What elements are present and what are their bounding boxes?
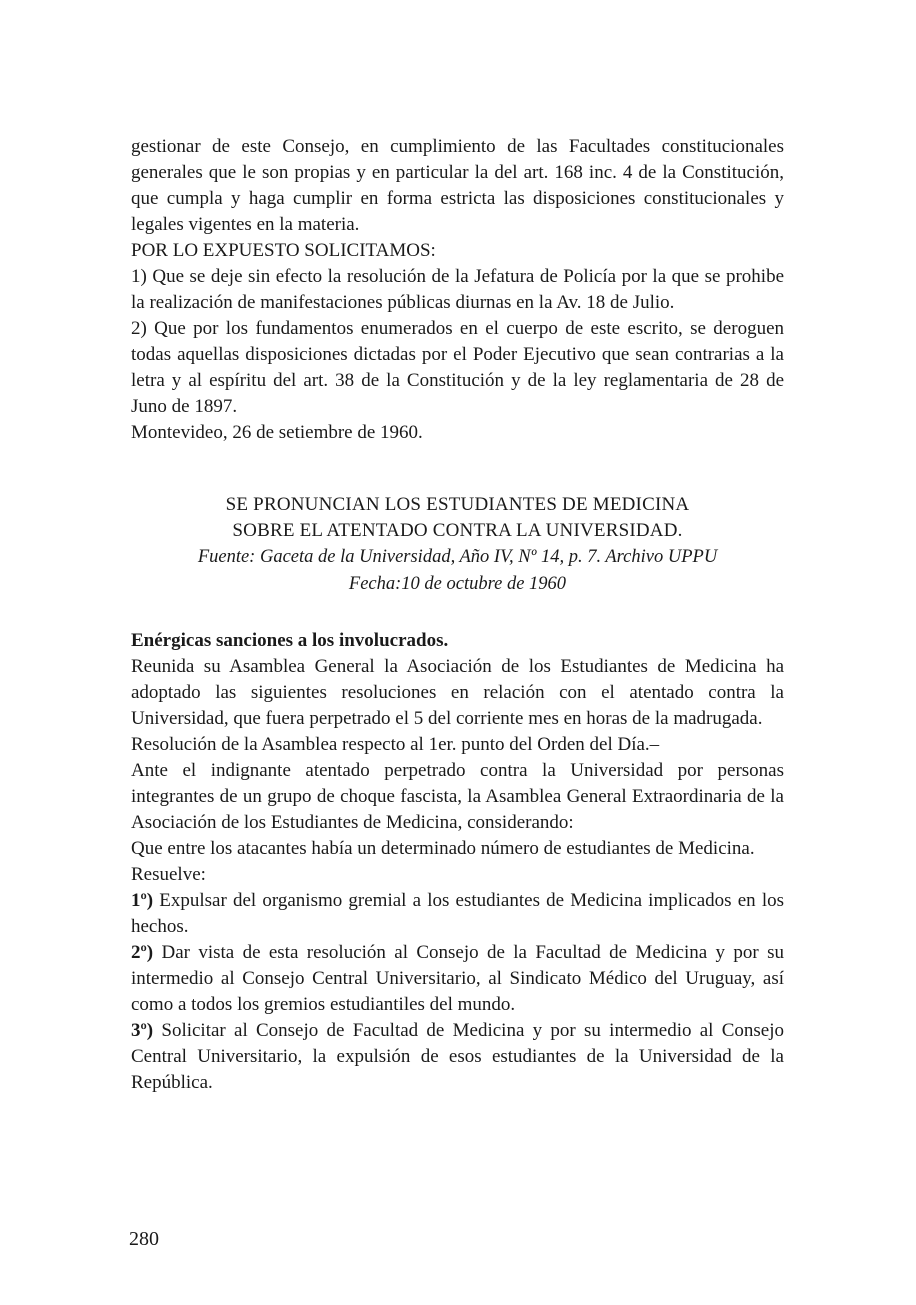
page-number: 280 xyxy=(129,1228,159,1250)
resolution-point-number: 1º) xyxy=(131,890,154,911)
page-content xyxy=(131,134,784,1096)
paragraph-constitutional-request: gestionar de este Consejo, en cumplimiento de las Facultades constitucionales generales que le son propias y en particular la del art. 168 inc. 4 de la Constitución, que cumpla y haga cumplir en forma estricta las disposiciones constitucionales y legales vigentes en la materia. xyxy=(131,136,784,235)
resolution-point-text: Solicitar al Consejo de Facultad de Medicina y por su intermedio al Consejo Central Universitario, la expulsión de esos estudiantes de la Universidad de la República. xyxy=(131,1020,784,1093)
resolution-point-number: 3º) xyxy=(131,1020,154,1041)
section-title-line-2: SOBRE EL ATENTADO CONTRA LA UNIVERSIDAD. xyxy=(232,520,683,541)
resolution-point-1 xyxy=(131,888,784,940)
resolution-point-2 xyxy=(131,940,784,1018)
request-heading: POR LO EXPUESTO SOLICITAMOS: xyxy=(131,240,436,261)
body-paragraph-attack: Ante el indignante atentado perpetrado contra la Universidad por personas integrantes de un grupo de choque fascista, la Asamblea General Extraordinaria de la Asociación de los Estudiantes de Medicina, considerando: xyxy=(131,760,784,833)
request-item-2: 2) Que por los fundamentos enumerados en el cuerpo de este escrito, se deroguen todas aquellas disposiciones dictadas por el Poder Ejecutivo que sean contrarias a la letra y al espíritu del art. 38 de la Constitución y de la ley reglamentaria de 28 de Juno de 1897. xyxy=(131,318,784,417)
resolution-point-text: Expulsar del organismo gremial a los estudiantes de Medicina implicados en los hechos. xyxy=(131,890,784,937)
resolution-point-3 xyxy=(131,1018,784,1096)
request-item-1: 1) Que se deje sin efecto la resolución de la Jefatura de Policía por la que se prohibe la realización de manifestaciones públicas diurnas en la Av. 18 de Julio. xyxy=(131,266,784,313)
body-subheading: Enérgicas sanciones a los involucrados. xyxy=(131,630,449,651)
body-resolves: Resuelve: xyxy=(131,864,206,885)
section-date: Fecha:10 de octubre de 1960 xyxy=(348,574,567,594)
body-paragraph-considering: Que entre los atacantes había un determinado número de estudiantes de Medicina. xyxy=(131,838,755,859)
subheading-spacer xyxy=(131,598,784,628)
resolution-point-number: 2º) xyxy=(131,942,154,963)
section-spacer xyxy=(131,446,784,492)
body-paragraph-resolution: Resolución de la Asamblea respecto al 1er. punto del Orden del Día.– xyxy=(131,734,660,755)
body-paragraph-assembly: Reunida su Asamblea General la Asociación de los Estudiantes de Medicina ha adoptado las siguientes resoluciones en relación con el atentado contra la Universidad, que fuera perpetrado el 5 del corriente mes en horas de la madrugada. xyxy=(131,656,784,729)
section-title-line-1: SE PRONUNCIAN LOS ESTUDIANTES DE MEDICINA xyxy=(225,494,690,515)
section-source: Fuente: Gaceta de la Universidad, Año IV, Nº 14, p. 7. Archivo UPPU xyxy=(197,547,718,567)
resolution-point-text: Dar vista de esta resolución al Consejo de la Facultad de Medicina y por su intermedio al Consejo Central Universitario, al Sindicato Médico del Uruguay, así como a todos los gremios estudiantiles del mundo. xyxy=(131,942,784,1015)
date-line: Montevideo, 26 de setiembre de 1960. xyxy=(131,422,423,443)
